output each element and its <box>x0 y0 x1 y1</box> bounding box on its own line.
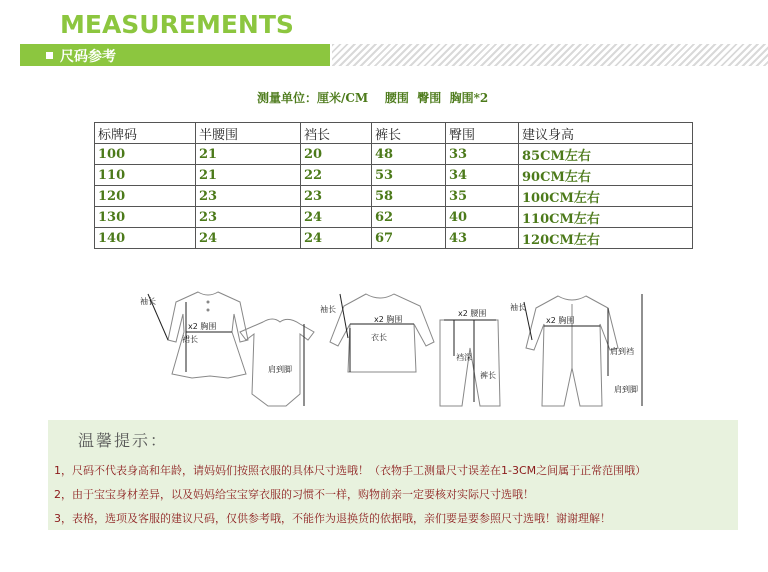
table-cell: 24 <box>301 207 372 228</box>
table-row <box>95 165 693 186</box>
table-cell: 53 <box>372 165 446 186</box>
size-table <box>94 122 693 249</box>
table-cell: 21 <box>196 144 301 165</box>
table-cell: 23 <box>196 186 301 207</box>
table-cell: 58 <box>372 186 446 207</box>
tip-line: 2，由于宝宝身材差异，以及妈妈给宝宝穿衣服的习惯不一样，购物前亲一定要核对实际尺寸选哦！ <box>54 488 534 501</box>
section-label: 尺码参考 <box>60 49 116 65</box>
romper-chest-label: x2 胸围 <box>546 316 575 325</box>
table-cell: 48 <box>372 144 446 165</box>
table-cell: 90CM左右 <box>519 165 693 186</box>
table-cell: 140 <box>95 228 196 249</box>
romper-sleeve-label: 袖长 <box>510 303 526 312</box>
table-cell: 23 <box>301 186 372 207</box>
header-cell: 建议身高 <box>519 123 693 144</box>
table-cell: 33 <box>446 144 519 165</box>
header-cell: 标牌码 <box>95 123 196 144</box>
bullet-square-icon <box>46 52 53 59</box>
table-cell: 23 <box>196 207 301 228</box>
tips-heading: 温馨提示： <box>78 431 169 450</box>
table-cell: 110 <box>95 165 196 186</box>
page-title: MEASUREMENTS <box>60 10 294 39</box>
table-cell: 34 <box>446 165 519 186</box>
table-row <box>95 207 693 228</box>
header-cell: 臀围 <box>446 123 519 144</box>
pants-waist-label: x2 腰围 <box>458 309 487 318</box>
table-row <box>95 186 693 207</box>
top-illustration <box>320 294 434 372</box>
romper-length-label: 肩到脚 <box>614 385 638 394</box>
pants-illustration <box>440 309 500 406</box>
dress-sleeve-label: 袖长 <box>140 297 156 306</box>
table-cell: 62 <box>372 207 446 228</box>
top-chest-label: x2 胸围 <box>374 315 403 324</box>
table-cell: 24 <box>196 228 301 249</box>
tip-line: 3，表格，选项及客服的建议尺码，仅供参考哦，不能作为退换货的依据哦，亲们要是要参照尺寸选哦！谢谢理解！ <box>54 512 611 525</box>
table-cell: 130 <box>95 207 196 228</box>
table-cell: 22 <box>301 165 372 186</box>
table-row <box>95 228 693 249</box>
pants-length-label: 裤长 <box>480 371 496 380</box>
table-cell: 40 <box>446 207 519 228</box>
table-cell: 100CM左右 <box>519 186 693 207</box>
table-row <box>95 144 693 165</box>
header-cell: 裆长 <box>301 123 372 144</box>
decorative-stripes <box>332 44 768 66</box>
dress-length-label: 裙长 <box>182 335 198 344</box>
tip-line: 1，尺码不代表身高和年龄，请妈妈们按照衣服的具体尺寸选哦！（衣物手工测量尺寸误差在1-3CM之间属于正常范围哦） <box>54 464 647 477</box>
table-cell: 110CM左右 <box>519 207 693 228</box>
dress-illustration <box>140 292 248 378</box>
table-cell: 100 <box>95 144 196 165</box>
table-cell: 85CM左右 <box>519 144 693 165</box>
table-cell: 120 <box>95 186 196 207</box>
header-cell: 半腰围 <box>196 123 301 144</box>
section-bar <box>20 44 330 66</box>
bodysuit-illustration <box>240 319 314 406</box>
unit-line: 测量单位：厘米/CM 腰围 臀围 胸围*2 <box>257 91 489 105</box>
table-cell: 35 <box>446 186 519 207</box>
romper-illustration <box>510 294 642 406</box>
table-cell: 120CM左右 <box>519 228 693 249</box>
table-cell: 67 <box>372 228 446 249</box>
top-sleeve-label: 袖长 <box>320 305 336 314</box>
romper-shoulder-label: 肩到裆 <box>610 347 634 356</box>
dress-chest-label: x2 胸围 <box>188 322 217 331</box>
measurement-diagrams <box>128 280 658 415</box>
header-cell: 裤长 <box>372 123 446 144</box>
top-length-label: 衣长 <box>371 333 387 342</box>
bodysuit-length-label: 肩到脚 <box>268 365 292 374</box>
pants-rise-label: 裆深 <box>456 353 472 362</box>
table-header-row <box>95 123 693 144</box>
tips-box <box>48 420 738 530</box>
table-cell: 24 <box>301 228 372 249</box>
table-cell: 21 <box>196 165 301 186</box>
table-cell: 20 <box>301 144 372 165</box>
table-cell: 43 <box>446 228 519 249</box>
